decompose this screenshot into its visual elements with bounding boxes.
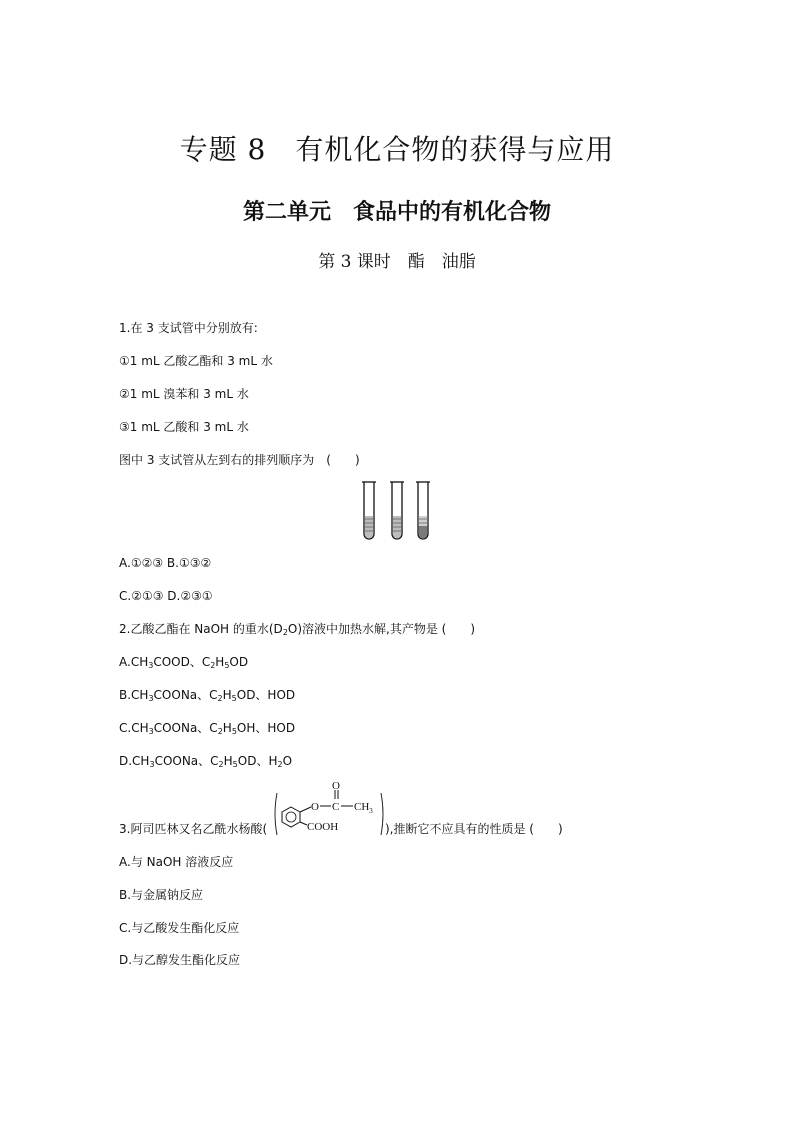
q1-options-cd: C.②①③ D.②③① — [119, 589, 213, 603]
q2-option-c: $C.CH_3COONa$、$C_2H_5OH$、HOD — [119, 721, 296, 736]
q2-stem: 2.乙酸乙酯在 NaOH 的重水$(D_2O)$溶液中加热水解,其产物是 ( ) — [119, 622, 476, 637]
q3-option-a: A.与 NaOH 溶液反应 — [119, 855, 234, 869]
carboxyl-group: COOH — [307, 821, 339, 833]
q1-item-1: ①1 mL 乙酸乙酯和 3 mL 水 — [119, 354, 273, 368]
q2-option-a: $A.CH_3COOD$、$C_2H_5OD$ — [119, 655, 249, 670]
benzene-ring — [282, 807, 300, 827]
q1-item-3: ③1 mL 乙酸和 3 mL 水 — [119, 420, 249, 434]
carbonyl-oxygen: O — [332, 780, 340, 792]
q3-option-d: D.与乙醇发生酯化反应 — [119, 953, 241, 967]
methyl-group: $CH_3$ — [354, 801, 373, 815]
q3-option-b: B.与金属钠反应 — [119, 888, 204, 902]
q2-option-b: $B.CH_3COONa$、$C_2H_5OD$、HOD — [119, 688, 296, 703]
carbonyl-carbon: C — [332, 801, 340, 813]
topic-title: 专题 8 有机化合物的获得与应用 — [179, 133, 615, 166]
q1-prompt: 图中 3 支试管从左到右的排列顺序为 ( ) — [119, 453, 360, 467]
q1-stem: 1.在 3 支试管中分别放有: — [119, 321, 258, 335]
aspirin-structure — [273, 779, 385, 839]
q3-stem-suffix: ),推断它不应具有的性质是 ( ) — [385, 822, 563, 836]
test-tubes-figure — [355, 478, 435, 544]
q1-options-ab: A.①②③ B.①③② — [119, 556, 212, 570]
ester-oxygen: O — [311, 801, 319, 813]
lesson-title: 第 3 课时 酯 油脂 — [318, 252, 476, 272]
q3-option-c: C.与乙酸发生酯化反应 — [119, 921, 240, 935]
unit-title: 第二单元 食品中的有机化合物 — [242, 200, 551, 225]
q1-item-2: ②1 mL 溴苯和 3 mL 水 — [119, 387, 249, 401]
q2-option-d: $D.CH_3COONa$、$C_2H_5OD$、$H_2O$ — [119, 754, 293, 769]
q3-stem-prefix: 3.阿司匹林又名乙酰水杨酸( — [119, 822, 268, 836]
